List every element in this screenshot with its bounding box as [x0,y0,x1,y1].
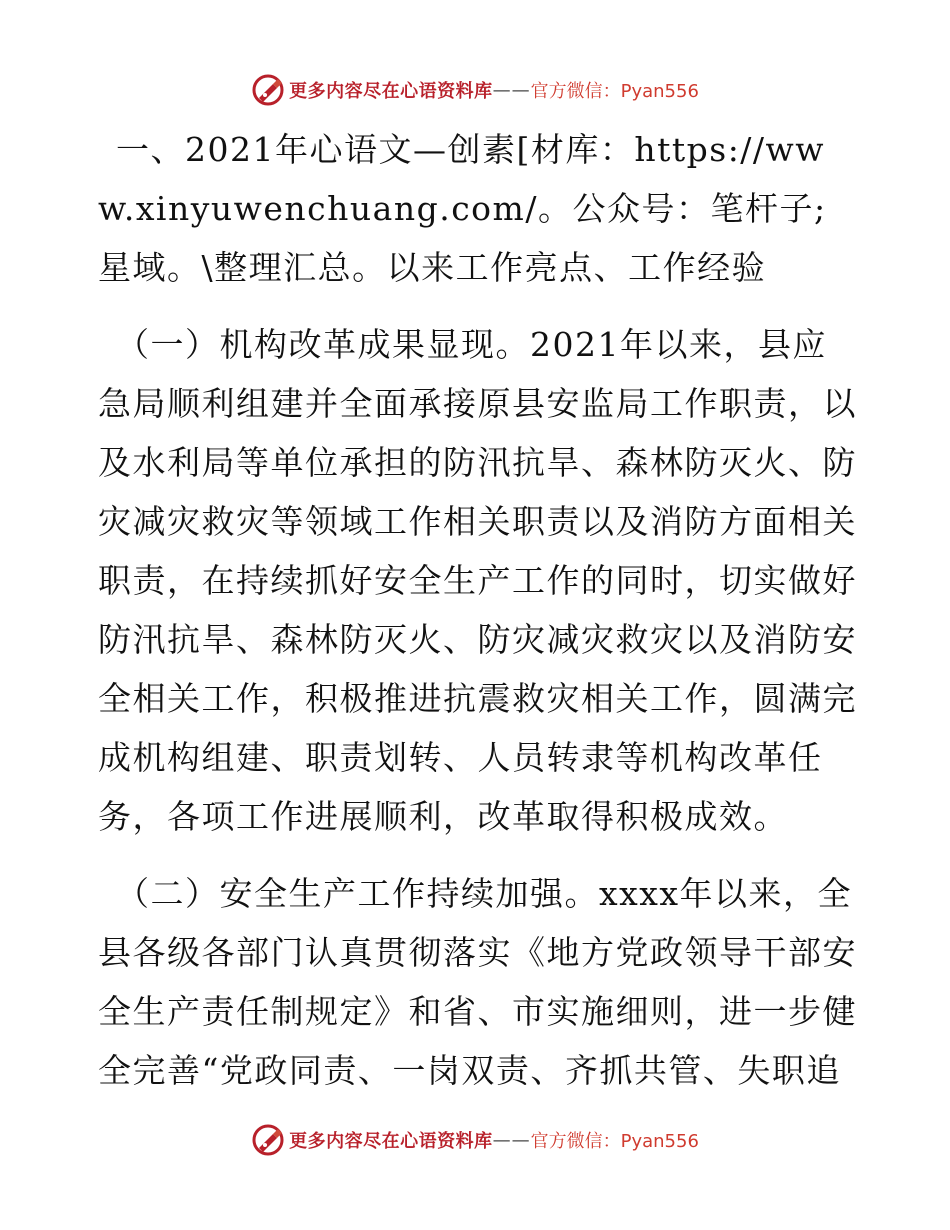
document-body [98,120,858,1118]
banner-contact-text: 官方微信：Pyan556 [530,81,699,102]
banner-contact-text: 官方微信：Pyan556 [530,1131,699,1152]
header-banner [0,70,950,110]
paragraph-safety-production: （二）安全生产工作持续加强。xxxx年以来，全县各级各部门认真贯彻落实《地方党政领导干部安全生产责任制规定》和省、市实施细则，进一步健全完善“党政同责、一岗双责、齐抓共管、失职追 [98,874,857,1090]
banner-main-text: 更多内容尽在心语资料库 [289,81,493,102]
paragraph-institutional-reform: （一）机构改革成果显现。2021年以来，县应急局顺利组建并全面承接原县安监局工作职责，以及水利局等单位承担的防汛抗旱、森林防灭火、防灾减灾救灾等领域工作相关职责以及消防方面相关职责，在持续抓好安全生产工作的同时，切实做好防汛抗旱、森林防灭火、防灾减灾救灾以及消防安全相关工作，积极推进抗震救灾相关工作，圆满完成机构组建、职责划转、人员转隶等机构改革任务，各项工作进展顺利，改革取得积极成效。 [98,325,857,836]
banner-main-text: 更多内容尽在心语资料库 [289,1131,493,1152]
banner-separator: —— [492,1129,531,1151]
pen-nib-logo-icon [251,1123,285,1157]
pen-nib-logo-icon [251,73,285,107]
footer-banner [0,1120,950,1160]
paragraph-section-heading: 一、2021年心语文—创素[材库：https://www.xinyuwenchuang.com/。公众号：笔杆子;星域。\整理汇总。以来工作亮点、工作经验 [98,130,827,287]
banner-separator: —— [492,79,531,101]
